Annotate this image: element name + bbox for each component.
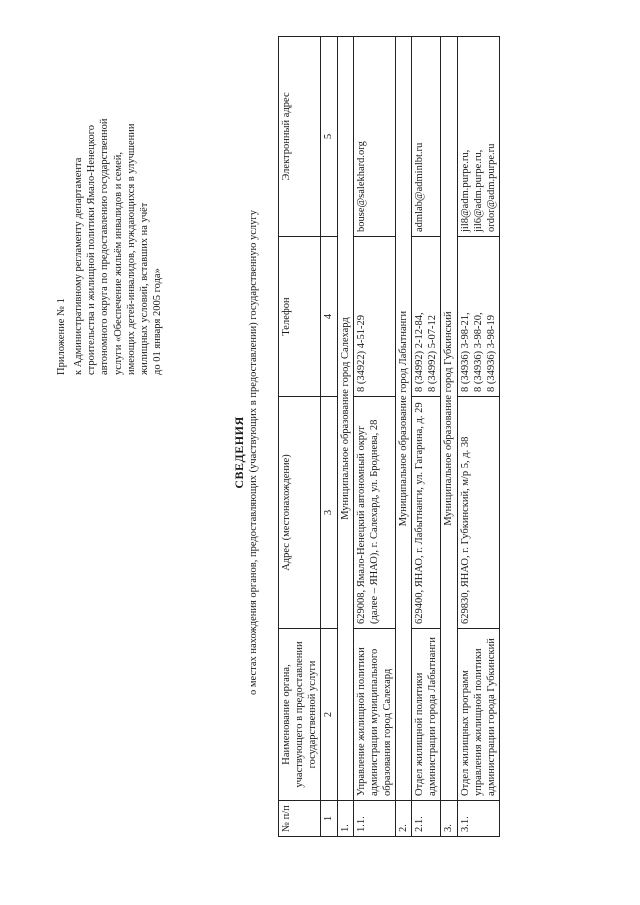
column-header-number: № п/п xyxy=(279,801,321,837)
phone-number: 8 (34992) 5-07-12 xyxy=(427,315,439,392)
section-row xyxy=(337,37,353,837)
appendix-line: к Административному регламенту департамента xyxy=(73,157,85,375)
email-address: bouse@salekhard.org xyxy=(355,141,367,232)
agency-phones xyxy=(457,237,499,397)
email-address: jil6@adm.purpe.ru, xyxy=(472,149,484,232)
row-number: 3.1. xyxy=(457,801,499,837)
appendix-line: до 01 января 2005 года» xyxy=(151,268,163,375)
appendix-title: Приложение № 1 xyxy=(56,298,67,375)
document-heading xyxy=(232,0,260,905)
section-number: 1. xyxy=(337,801,353,837)
row-number: 2.1. xyxy=(412,801,441,837)
appendix-line: строительства и жилищной политики Ямало-Ненецкого xyxy=(86,124,98,375)
section-title: Муниципальное образование город Губкинский xyxy=(441,37,457,801)
section-number: 3. xyxy=(441,801,457,837)
table-row xyxy=(412,37,441,837)
phone-number: 8 (34936) 3-98-20, xyxy=(472,312,484,392)
appendix-line: услуги «Обеспечение жильём инвалидов и семей, xyxy=(112,152,124,375)
phone-number: 8 (34922) 4-51-29 xyxy=(355,315,367,392)
email-address: jil8@adm.purpe.ru, xyxy=(459,149,471,232)
agency-phones xyxy=(412,237,441,397)
appendix-line: имеющих детей-инвалидов, нуждающихся в улучшении xyxy=(125,123,137,375)
phone-number: 8 (34936) 3-98-19 xyxy=(485,315,497,392)
agency-address: 629400, ЯНАО, г. Лабытнанги, ул. Гагарина, д. 29 xyxy=(412,397,441,629)
column-number: 1 xyxy=(321,801,337,837)
document-subtitle: о местах нахождения органов, предоставляющих (участвующих в предоставлении) государственную услугу xyxy=(248,210,259,695)
section-row xyxy=(441,37,457,837)
phone-number: 8 (34936) 3-98-21, xyxy=(459,312,471,392)
agency-phones xyxy=(353,237,395,397)
appendix-line: автономного округа по предоставлению государственной xyxy=(99,118,111,375)
row-number: 1.1. xyxy=(353,801,395,837)
section-title: Муниципальное образование город Лабытнанги xyxy=(396,37,412,801)
agencies-table xyxy=(278,36,500,837)
section-number: 2. xyxy=(396,801,412,837)
email-address: admlab@adminlbt.ru xyxy=(414,142,426,232)
column-header-email: Электронный адрес xyxy=(279,37,321,237)
column-number: 2 xyxy=(321,629,337,801)
column-number: 5 xyxy=(321,37,337,237)
column-number: 4 xyxy=(321,237,337,397)
column-number: 3 xyxy=(321,397,337,629)
agency-address: 629830, ЯНАО, г. Губкинский, м/р 5, д. 38 xyxy=(457,397,499,629)
table-row xyxy=(457,37,499,837)
agency-emails xyxy=(412,37,441,237)
column-header-address: Адрес (местонахождение) xyxy=(279,397,321,629)
table-row xyxy=(353,37,395,837)
phone-number: 8 (34992) 2-12-84, xyxy=(414,312,426,392)
email-address: ordor@adm.purpe.ru xyxy=(485,143,497,232)
appendix-block xyxy=(55,75,164,375)
table-header-row xyxy=(279,37,321,837)
agency-name: Управление жилищной политики администрации муниципального образования город Салехард xyxy=(353,629,395,801)
agency-name: Отдел жилищной политики администрации города Лабытнанги xyxy=(412,629,441,801)
document-title: СВЕДЕНИЯ xyxy=(232,416,246,489)
column-number-row xyxy=(321,37,337,837)
agency-address: 629008, Ямало-Ненецкий автономный округ (далее – ЯНАО), г. Салехард, ул. Броднева, 28 xyxy=(353,397,395,629)
agency-name: Отдел жилищных программ управления жилищной политики администрации города Губкинский xyxy=(457,629,499,801)
section-title: Муниципальное образование город Салехард xyxy=(337,37,353,801)
section-row xyxy=(396,37,412,837)
column-header-agency: Наименование органа, участвующего в предоставлении государственной услуги xyxy=(279,629,321,801)
appendix-line: жилищных условий, вставших на учёт xyxy=(138,202,150,375)
agency-emails xyxy=(353,37,395,237)
column-header-phone: Телефон xyxy=(279,237,321,397)
agency-emails xyxy=(457,37,499,237)
